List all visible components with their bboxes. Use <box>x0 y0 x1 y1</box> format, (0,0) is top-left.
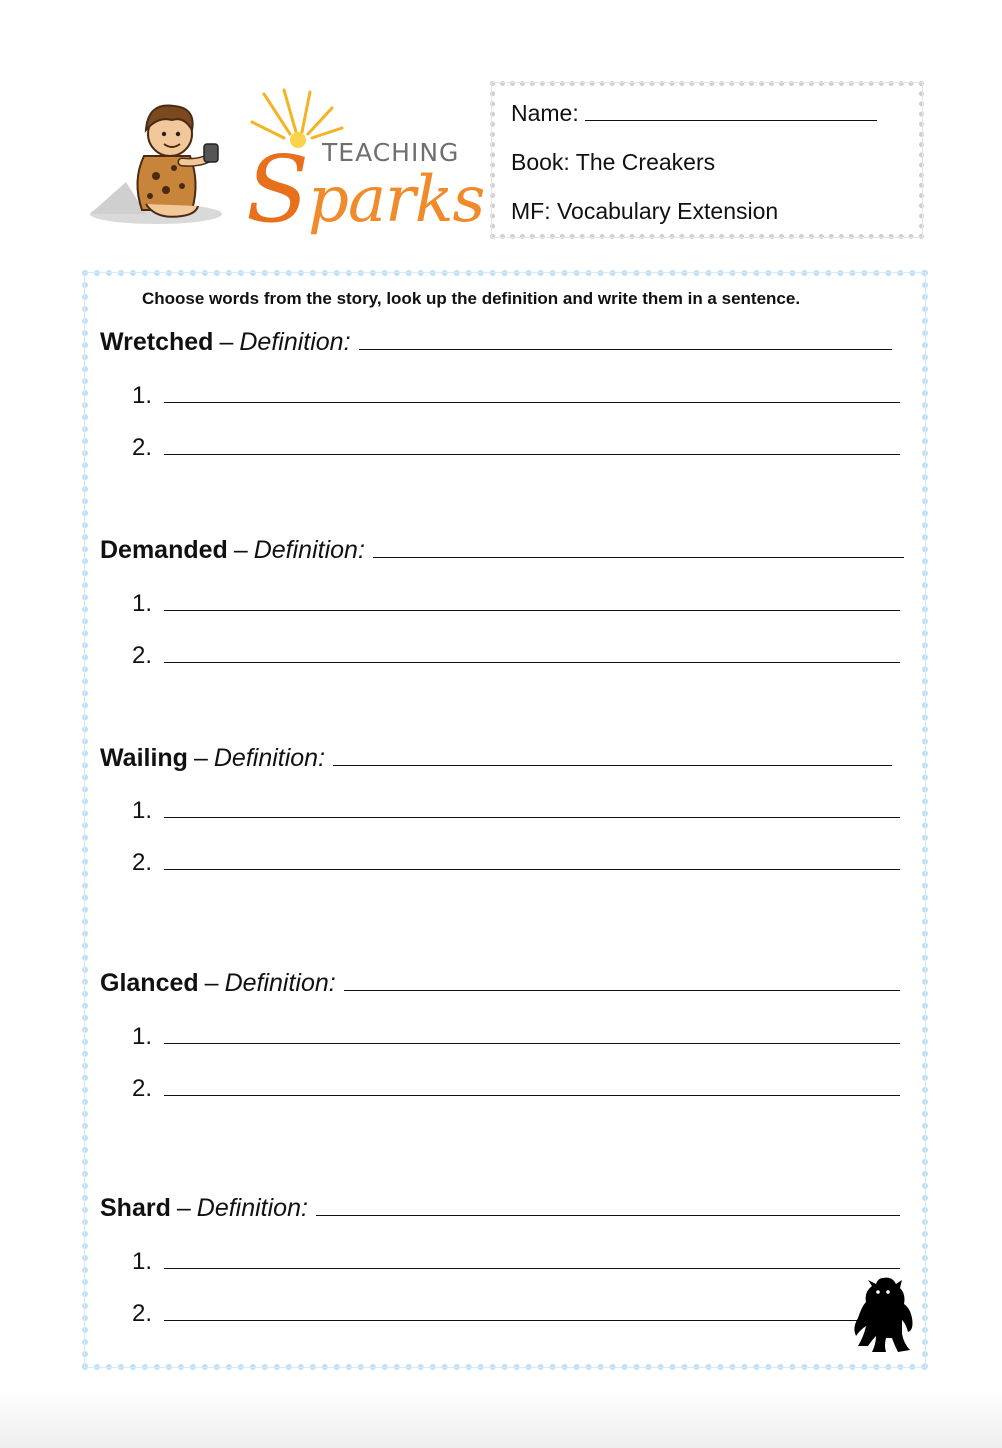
sentence-write-line[interactable] <box>164 851 900 870</box>
logo-sparks-rest: parks <box>308 163 485 237</box>
definition-label: Definition: <box>213 744 326 772</box>
page-bottom-shadow <box>0 1388 1002 1448</box>
vocab-word: Wailing <box>100 744 188 772</box>
word-definition-row <box>100 536 904 568</box>
sentence-number: 1. <box>132 1023 153 1050</box>
dash: – <box>233 536 248 564</box>
sentence-number: 1. <box>132 797 153 824</box>
sentence-number: 2. <box>132 1075 153 1102</box>
name-write-line[interactable] <box>585 102 877 121</box>
sentence-write-line[interactable] <box>164 436 900 455</box>
vocab-word: Demanded <box>100 536 228 564</box>
sentence-row <box>132 797 900 827</box>
mf-line: MF: Vocabulary Extension <box>511 198 779 224</box>
sentence-write-line[interactable] <box>164 1025 900 1044</box>
sentence-number: 2. <box>132 849 153 876</box>
definition-write-line[interactable] <box>333 745 892 766</box>
sentence-row <box>132 849 900 879</box>
sentence-row <box>132 1075 900 1105</box>
name-line <box>511 100 877 127</box>
definition-label: Definition: <box>239 328 351 356</box>
sentence-number: 1. <box>132 1248 153 1275</box>
logo-teaching-text: TEACHING <box>322 138 460 167</box>
sentence-row <box>132 1023 900 1053</box>
sentence-write-line[interactable] <box>164 644 900 663</box>
definition-write-line[interactable] <box>344 970 900 991</box>
definition-label: Definition: <box>196 1194 308 1222</box>
logo-sparks-text <box>246 136 484 243</box>
sentence-write-line[interactable] <box>164 384 900 403</box>
teaching-sparks-logo <box>86 86 485 243</box>
word-definition-row <box>100 328 892 360</box>
worksheet-instructions: Choose words from the story, look up the definition and write them in a sentence. <box>142 289 801 308</box>
definition-write-line[interactable] <box>373 537 904 558</box>
sentence-write-line[interactable] <box>164 1302 900 1321</box>
word-definition-row <box>100 969 900 1001</box>
sentence-number: 1. <box>132 382 153 409</box>
dash: – <box>193 744 208 772</box>
sentence-row <box>132 590 900 620</box>
sentence-row <box>132 1300 900 1330</box>
sentence-number: 2. <box>132 434 153 461</box>
logo-sparks-initial: S <box>246 136 309 243</box>
sentence-row <box>132 1248 900 1278</box>
troll-silhouette-icon <box>852 1274 914 1356</box>
name-label: Name: <box>511 100 579 126</box>
definition-label: Definition: <box>253 536 365 564</box>
sentence-write-line[interactable] <box>164 1250 900 1269</box>
vocab-word: Wretched <box>100 328 214 356</box>
book-line: Book: The Creakers <box>511 149 716 175</box>
definition-write-line[interactable] <box>359 329 892 350</box>
dash: – <box>219 328 234 356</box>
definition-label: Definition: <box>224 969 336 997</box>
vocab-word: Shard <box>100 1194 171 1222</box>
student-info-box <box>490 81 924 239</box>
sentence-number: 2. <box>132 1300 153 1327</box>
word-definition-row <box>100 744 892 776</box>
sentence-number: 1. <box>132 590 153 617</box>
dash: – <box>176 1194 191 1222</box>
sentence-write-line[interactable] <box>164 1077 900 1096</box>
sentence-row <box>132 642 900 672</box>
sentence-write-line[interactable] <box>164 592 900 611</box>
sentence-row <box>132 382 900 412</box>
word-definition-row <box>100 1194 900 1226</box>
sentence-row <box>132 434 900 464</box>
vocab-word: Glanced <box>100 969 199 997</box>
sentence-write-line[interactable] <box>164 799 900 818</box>
dash: – <box>204 969 219 997</box>
sentence-number: 2. <box>132 642 153 669</box>
definition-write-line[interactable] <box>316 1195 900 1216</box>
